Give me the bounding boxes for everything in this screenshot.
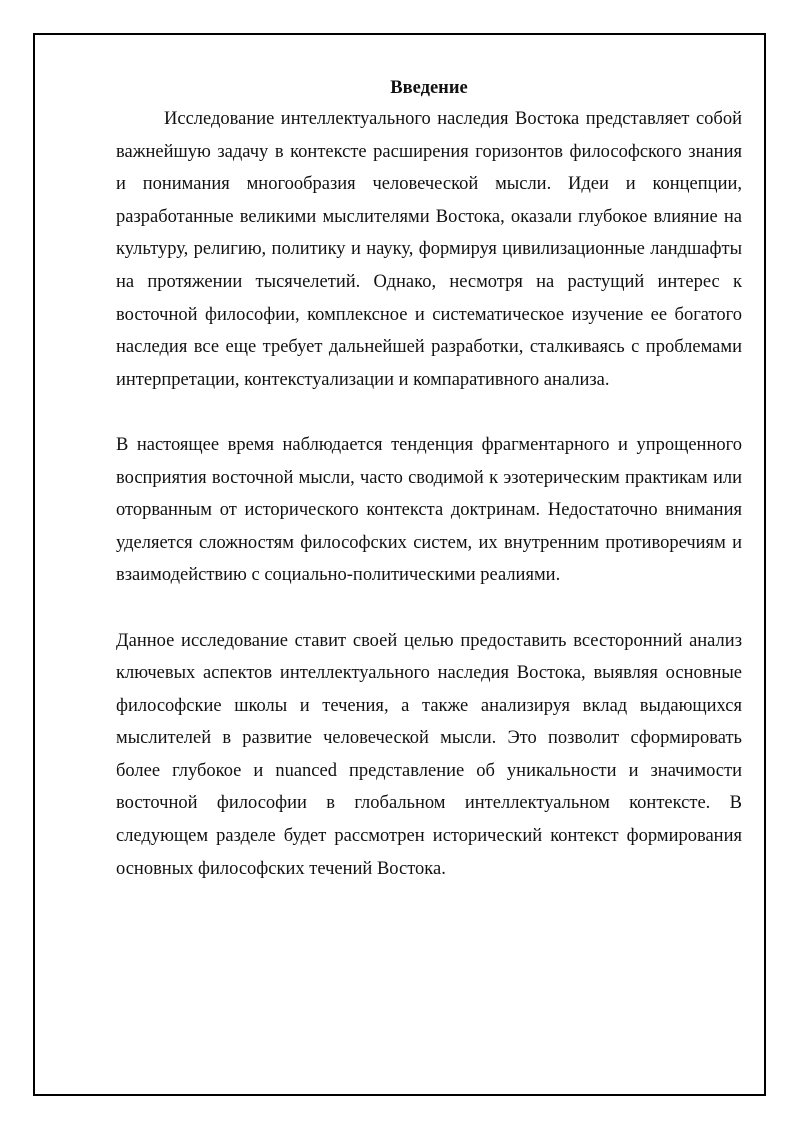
paragraph-1: Исследование интеллектуального наследия Востока представляет собой важнейшую задачу в контексте расширения горизонтов философского знания и понимания многообразия человеческой мысли. Идеи и концепции, разработанные великими мыслителями Востока, оказали глубокое влияние на культуру, религию, политику и науку, формируя цивилизационные ландшафты на протяжении тысячелетий. Однако, несмотря на растущий интерес к восточной философии, комплексное и систематическое изучение ее богатого наследия все еще требует дальнейшей разработки, сталкиваясь с проблемами интерпретации, контекстуализации и компаративного анализа.	[116, 109, 742, 390]
paragraph-3: Данное исследование ставит своей целью предоставить всесторонний анализ ключевых аспектов интеллектуального наследия Востока, выявляя основные философские школы и течения, а также анализируя вклад выдающихся мыслителей в развитие человеческой мысли. Это позволит сформировать более глубокое и nuanced представление об уникальности и значимости восточной философии в глобальном интеллектуальном контексте. В следующем разделе будет рассмотрен исторический контекст формирования основных философских течений Востока.	[116, 630, 742, 879]
section-title: Введение	[390, 78, 468, 98]
paragraph-2: В настоящее время наблюдается тенденция фрагментарного и упрощенного восприятия восточной мысли, часто сводимой к эзотерическим практикам или оторванным от исторического контекста доктринам. Недостаточно внимания уделяется сложностям философских систем, их внутренним противоречиям и взаимодействию с социально-политическими реалиями.	[116, 434, 742, 586]
document-body	[116, 74, 742, 885]
